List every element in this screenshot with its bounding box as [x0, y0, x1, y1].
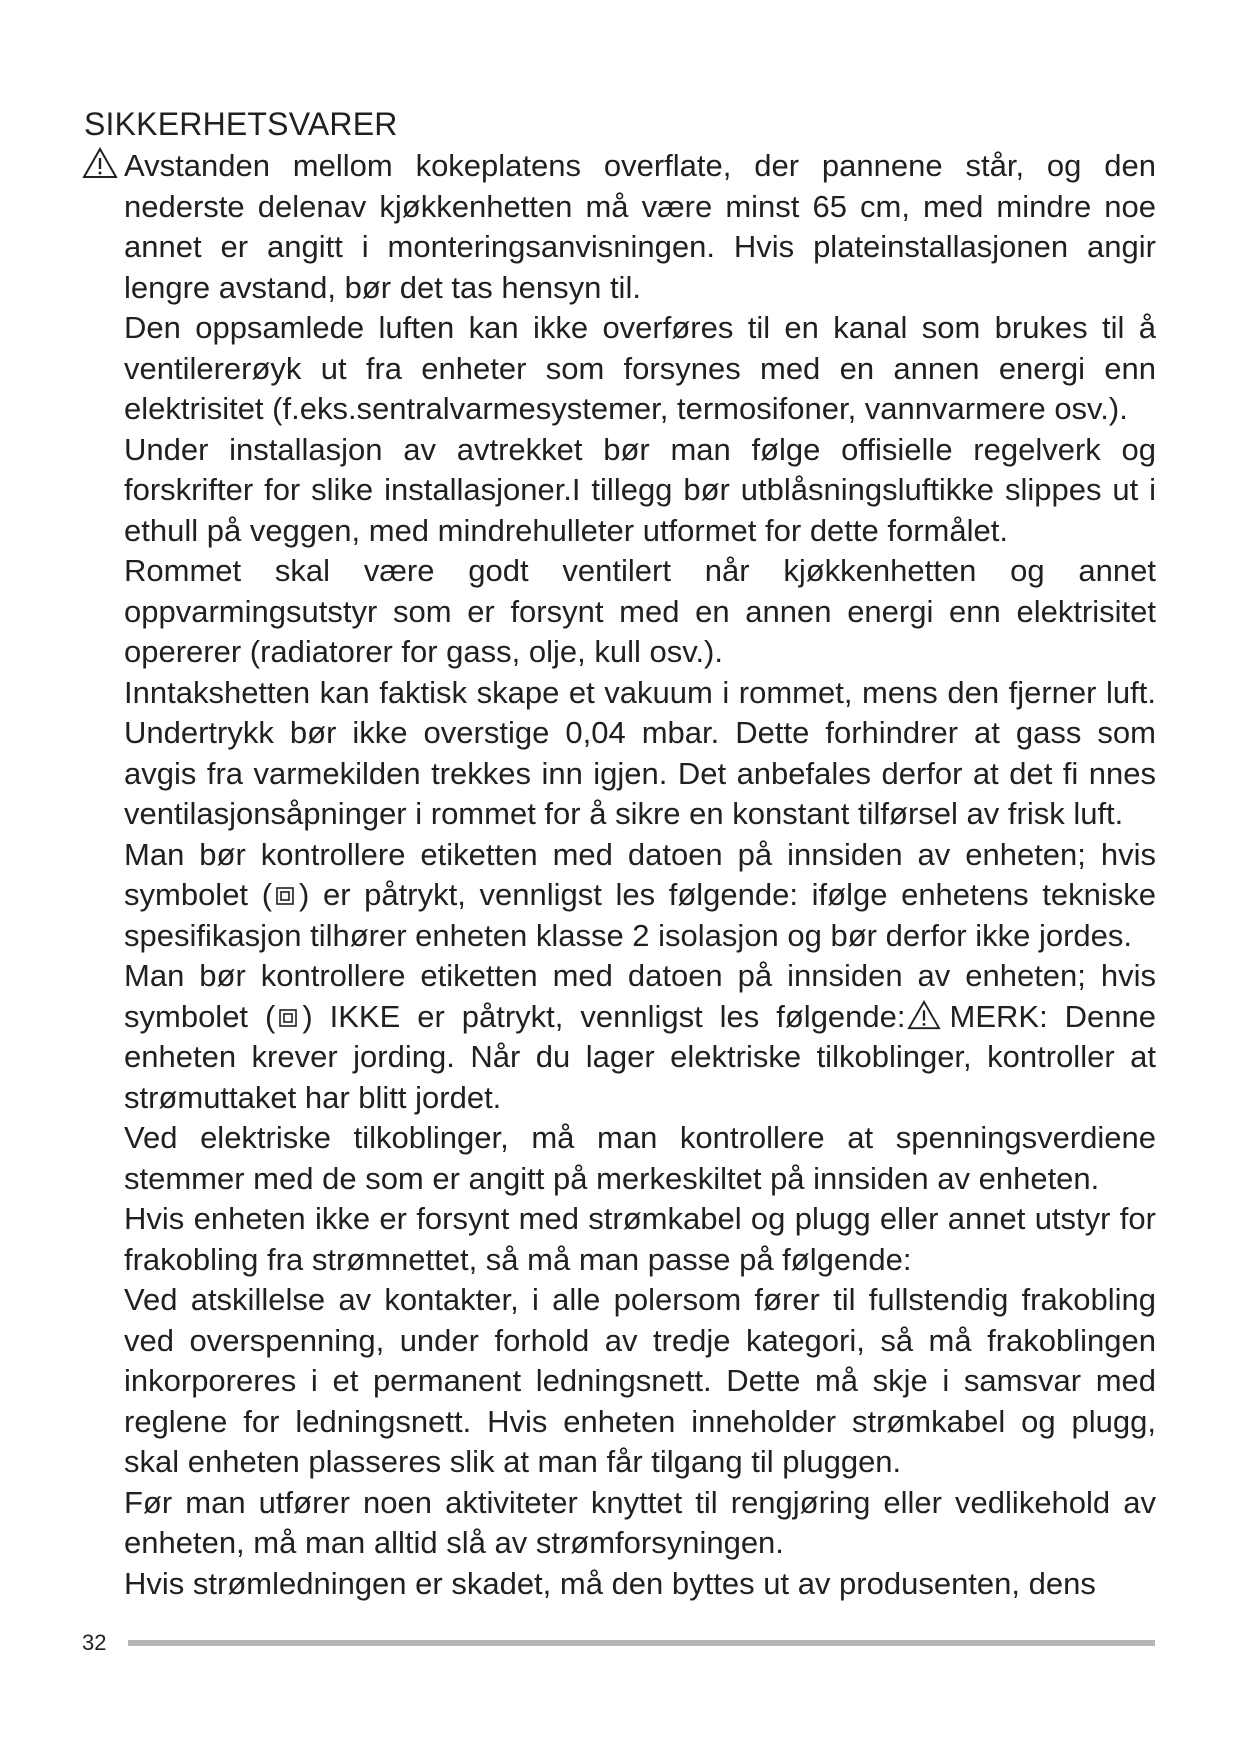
- paragraph-damaged-cable: Hvis strømledningen er skadet, må den byttes ut av produsenten, dens: [124, 1565, 1096, 1601]
- warning-triangle-icon: [82, 147, 118, 179]
- footer-rule: [128, 1640, 1155, 1646]
- double-square-class-2-icon: [278, 1008, 298, 1028]
- page-number: 32: [82, 1630, 107, 1655]
- paragraph-grounding-check: [124, 956, 1156, 1118]
- paragraph-vacuum: Inntakshetten kan faktisk skape et vakuum i rommet, mens den fjerner luft. Undertrykk bør ikke overstige 0,04 mbar. Dette forhindrer at gass som avgis fra varmekilden trekkes inn igjen. Det anbefales derfor at det fi nnes ventilasjonsåpninger i rommet for å sikre en konstant tilførsel av frisk luft.: [124, 674, 1156, 831]
- paragraph-ventilation: Rommet skal være godt ventilert når kjøkkenhetten og annet oppvarmingsutstyr som er forsynt med en annen energi enn elektrisitet opererer (radiatorer for gass, olje, kull osv.).: [124, 553, 1156, 669]
- body-text: [124, 146, 1156, 1604]
- warning-triangle-icon: [906, 1000, 942, 1030]
- paragraph-no-cable: Hvis enheten ikke er forsynt med strømkabel og plugg eller annet utstyr for frakobling fra strømnettet, så må man passe på følgende:: [124, 1201, 1156, 1277]
- text-segment: ) IKKE er påtrykt, vennligst les følgende:: [302, 998, 906, 1034]
- section-heading: SIKKERHETSVARER: [84, 106, 398, 142]
- paragraph-voltage: Ved elektriske tilkoblinger, må man kontrollere at spenningsverdiene stemmer med de som er angitt på merkeskiltet på innsiden av enheten.: [124, 1120, 1156, 1196]
- paragraph-disconnection: Ved atskillelse av kontakter, i alle polersom fører til fullstendig frakobling ved overspenning, under forhold av tredje kategori, så må frakoblingen inkorporeres i et permanent ledningsnett. Dette må skje i samsvar med reglene for ledningsnett. Hvis enheten inneholder strømkabel og plugg, skal enheten plasseres slik at man får tilgang til pluggen.: [124, 1282, 1156, 1479]
- paragraph-air-duct: Den oppsamlede luften kan ikke overføres til en kanal som brukes til å ventilererøyk ut fra enheter som forsynes med en annen energi enn elektrisitet (f.eks.sentralvarmesystemer, termosifoner, vannvarmere osv.).: [124, 310, 1156, 426]
- paragraph-cleaning: Før man utfører noen aktiviteter knyttet til rengjøring eller vedlikehold av enheten, må man alltid slå av strømforsyningen.: [124, 1484, 1156, 1560]
- double-square-class-2-icon: [275, 886, 295, 906]
- text-segment: Man bør kontrollere etiketten med datoen på innsiden av enheten; hvis symbolet (: [124, 836, 1156, 912]
- paragraph-class2-check: [124, 835, 1156, 957]
- text-segment: MERK: Denne enheten krever jording. Når du lager elektriske tilkoblinger, kontroller at strømuttaket har blitt jordet.: [124, 998, 1157, 1115]
- text-segment: ) er påtrykt, vennligst les følgende: ifølge enhetens tekniske spesifikasjon tilhører enheten klasse 2 isolasjon og bør derfor ikke jordes.: [124, 877, 1156, 953]
- text-segment: Man bør kontrollere etiketten med datoen på innsiden av enheten; hvis symbolet (: [124, 958, 1156, 1034]
- paragraph-distance: Avstanden mellom kokeplatens overflate, der pannene står, og den nederste delenav kjøkkenhetten må være minst 65 cm, med mindre noe annet er angitt i monteringsanvisningen. Hvis plateinstallasjonen angir lengre avstand, bør det tas hensyn til.: [124, 148, 1156, 305]
- paragraph-regulations: Under installasjon av avtrekket bør man følge offisielle regelverk og forskrifter for slike installasjoner.I tillegg bør utblåsningsluftikke slippes ut i ethull på veggen, med mindrehulleter utformet for dette formålet.: [124, 431, 1156, 548]
